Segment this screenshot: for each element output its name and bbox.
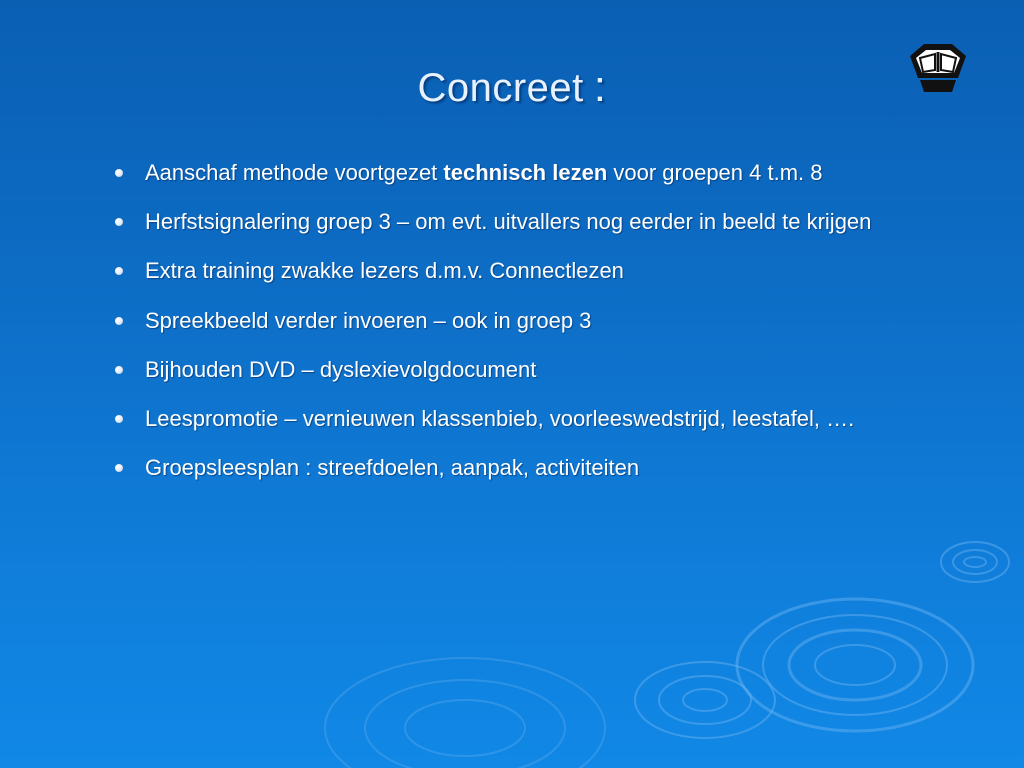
bullet-dot-icon [115,169,123,177]
bullet-item [112,347,972,396]
slide-title-text: Concreet [417,66,584,110]
bullet-text-bold: technisch lezen [443,160,608,185]
bullet-text: Leespromotie – vernieuwen klassenbieb, voorleeswedstrijd, leestafel, …. [145,405,855,431]
bullet-item [112,199,972,248]
bullet-item [112,298,972,347]
bullet-dot-icon [115,317,123,325]
bullet-text: Groepsleesplan : streefdoelen, aanpak, activiteiten [145,455,640,481]
bullet-item [112,445,972,494]
bullet-dot-icon [115,415,123,423]
slide-title [0,62,1024,112]
bullet-text-lead: Aanschaf methode voortgezet [145,160,444,185]
bullet-dot-icon [115,267,123,275]
bullet-list [112,150,972,494]
bullet-item [112,396,972,445]
bullet-text: Bijhouden DVD – dyslexievolgdocument [145,356,537,382]
bullet-dot-icon [115,464,123,472]
bullet-dot-icon [115,366,123,374]
bullet-item [112,248,972,297]
bullet-text: Herfstsignalering groep 3 – om evt. uitvallers nog eerder in beeld te krijgen [145,209,872,235]
bullet-text: Extra training zwakke lezers d.m.v. Connectlezen [145,258,624,284]
book-logo-icon [908,42,968,96]
bullet-text-tail: voor groepen 4 t.m. 8 [607,160,823,185]
slide-title-colon: : [593,62,607,111]
bullet-dot-icon [115,218,123,226]
bullet-text: Spreekbeeld verder invoeren – ook in groep 3 [145,307,592,333]
bullet-item [112,150,972,199]
